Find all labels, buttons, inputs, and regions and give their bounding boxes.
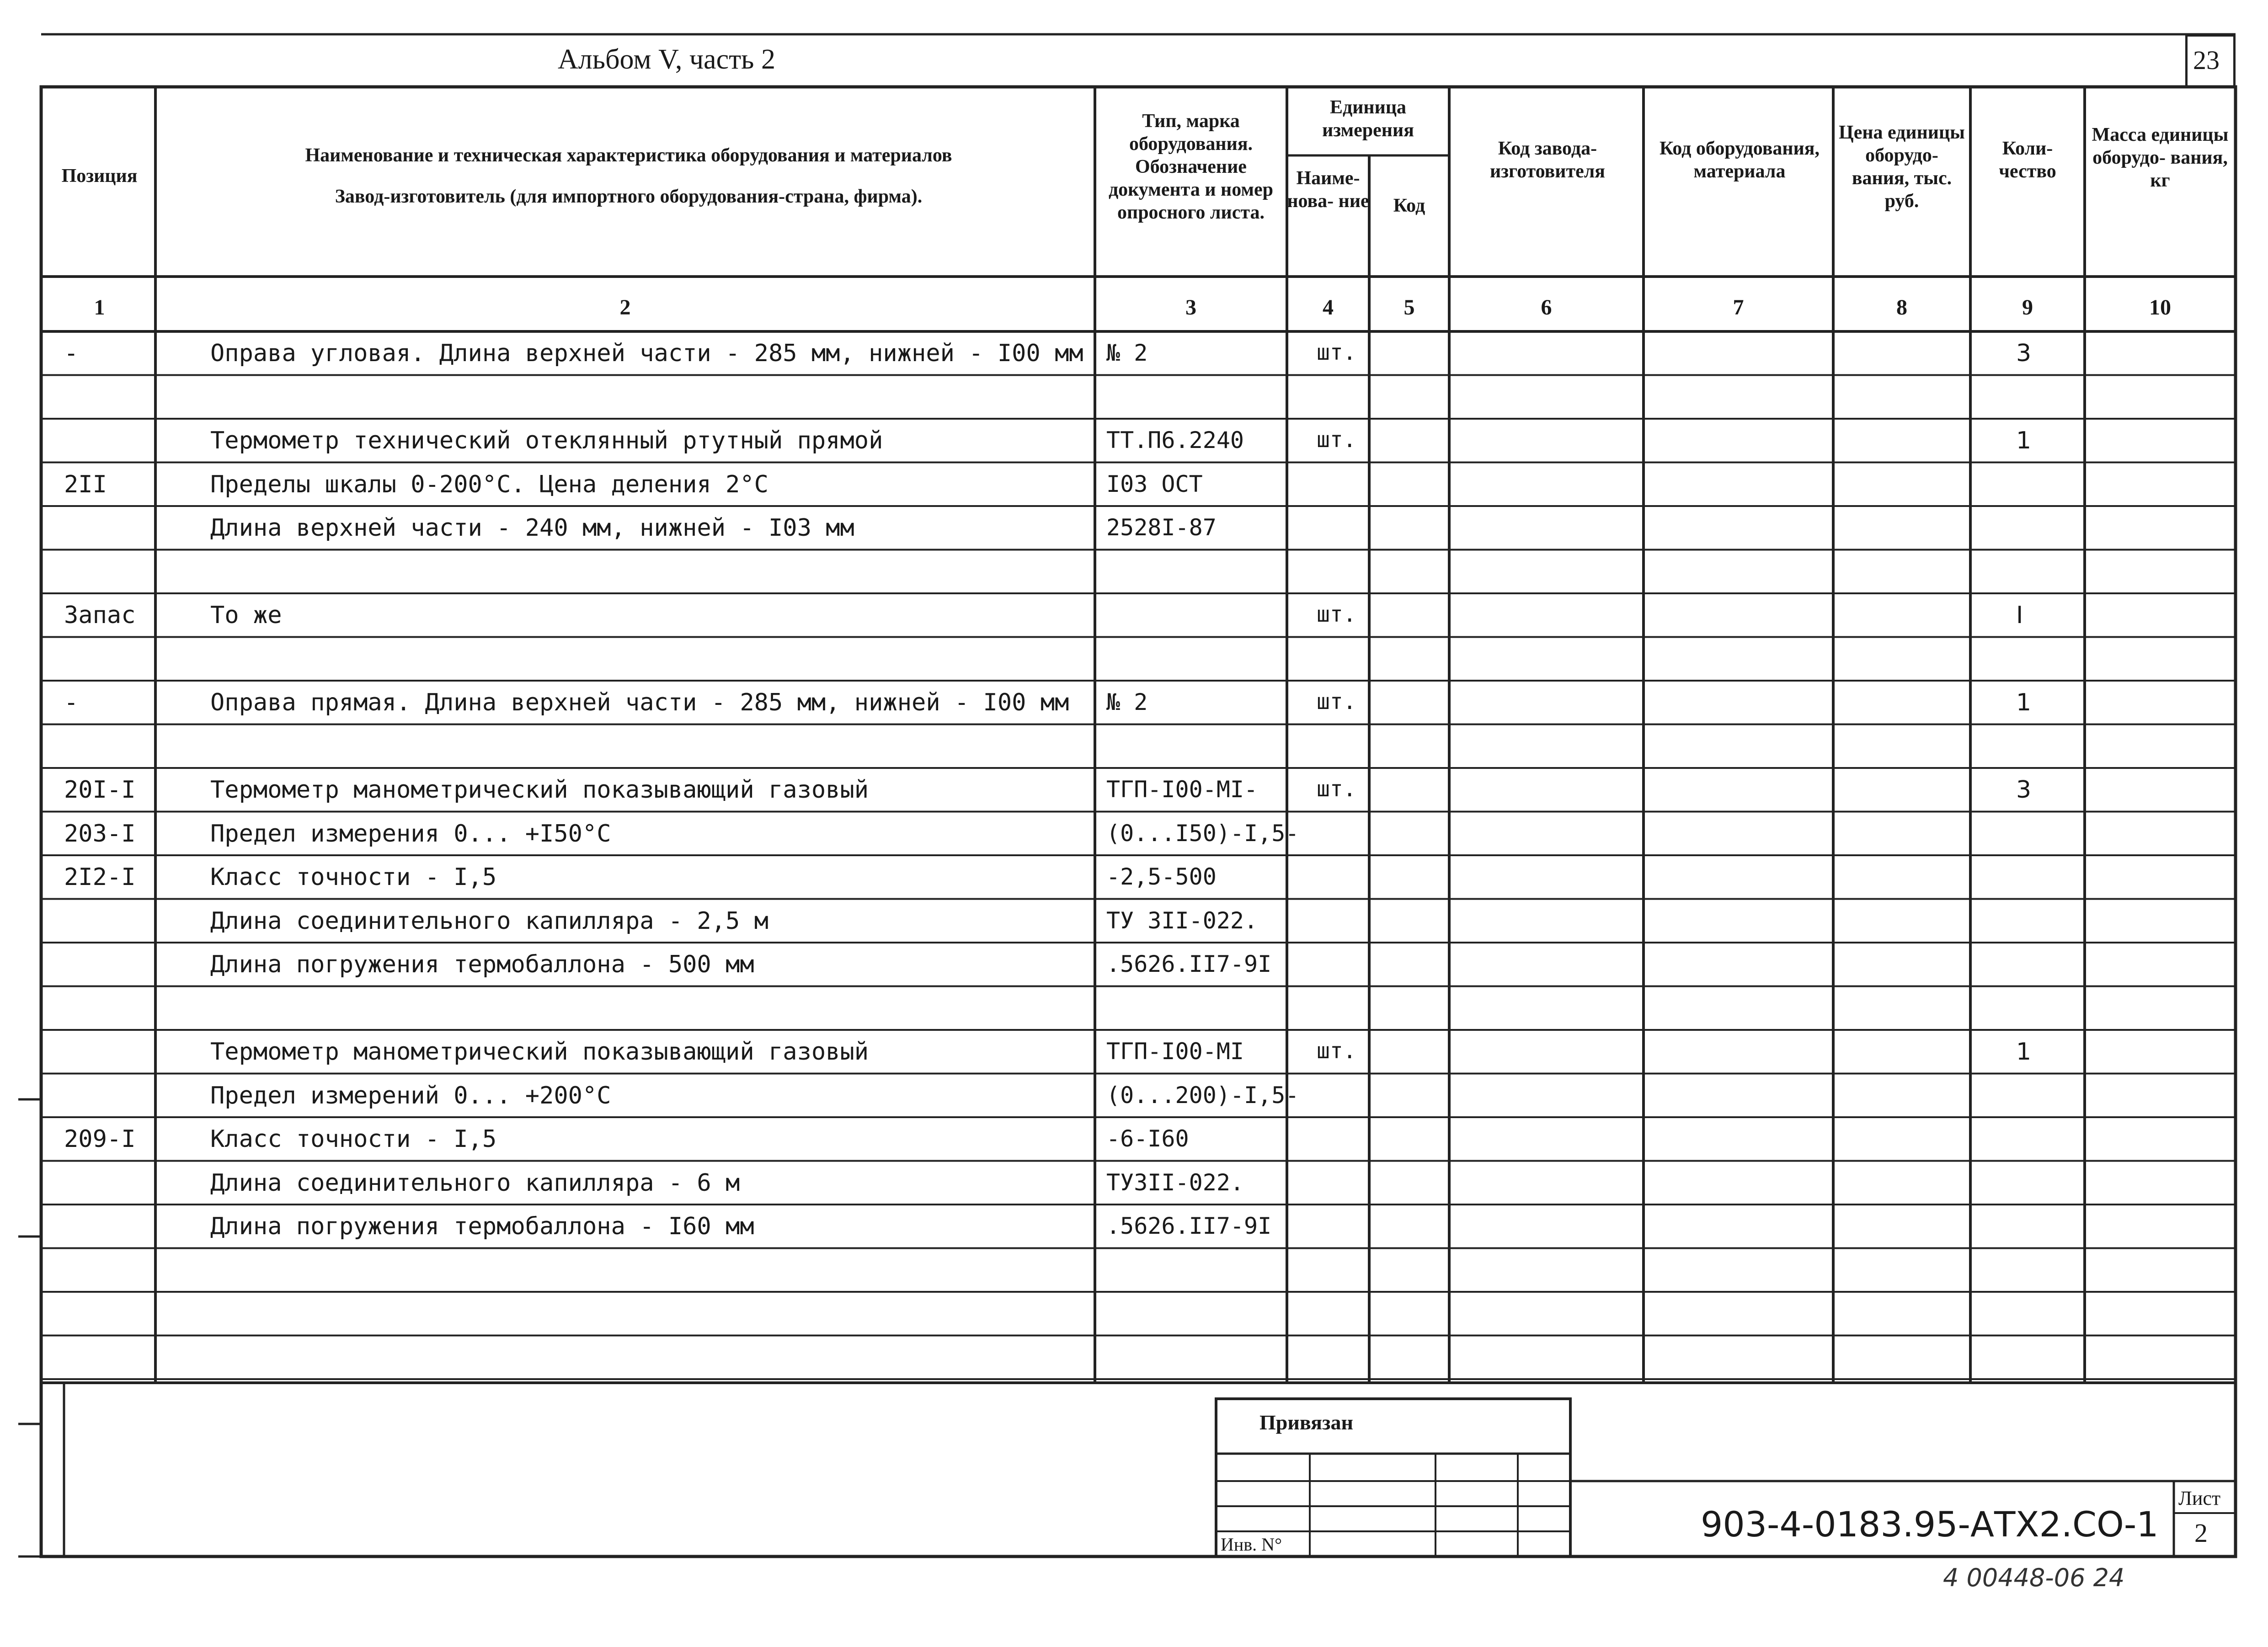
cell-name: То же — [210, 602, 282, 629]
cell-unit: шт. — [1317, 602, 1356, 627]
cell-name: Длина погружения термобаллона - 500 мм — [210, 951, 754, 978]
album-title: Альбом V, часть 2 — [558, 44, 775, 75]
header-mass: Масса единицы оборудо- вания, кг — [2092, 124, 2229, 191]
cell-type: ТУ3II-022. — [1106, 1169, 1244, 1196]
stamp-bound-label: Привязан — [1259, 1411, 1353, 1434]
cell-pos: Запас — [64, 602, 136, 629]
handwritten-inventory-note: 4 00448-06 24 — [1943, 1563, 2125, 1592]
cell-unit: шт. — [1317, 427, 1356, 453]
cell-pos: - — [64, 340, 79, 367]
cell-name: Длина верхней части - 240 мм, нижней - I03 мм — [210, 514, 854, 542]
cell-name: Термометр технический отеклянный ртутный прямой — [210, 427, 883, 454]
stamp-inv-label: Инв. N° — [1221, 1534, 1282, 1555]
cell-qty: 3 — [2016, 776, 2032, 804]
cell-name: Пределы шкалы 0-200°С. Цена деления 2°С — [210, 470, 768, 498]
header-price: Цена единицы оборудо- вания, тыс. руб. — [1839, 122, 1965, 212]
cell-name: Предел измерения 0... +I50°С — [210, 820, 611, 847]
cell-type: 2528I-87 — [1106, 514, 1217, 541]
colnum-8: 8 — [1896, 295, 1907, 320]
cell-qty: I — [2016, 602, 2023, 629]
cell-qty: 1 — [2016, 1038, 2032, 1066]
cell-pos: 209-I — [64, 1125, 136, 1153]
cell-unit: шт. — [1317, 1038, 1356, 1064]
cell-unit: шт. — [1317, 776, 1356, 802]
cell-pos: 203-I — [64, 820, 136, 847]
colnum-5: 5 — [1403, 295, 1415, 320]
cell-type: .5626.II7-9I — [1106, 1213, 1272, 1239]
cell-name: Оправа угловая. Длина верхней части - 285 мм, нижней - I00 мм — [210, 340, 1083, 367]
cell-type: № 2 — [1106, 689, 1148, 715]
colnum-7: 7 — [1733, 295, 1744, 320]
cell-qty: 1 — [2016, 427, 2032, 454]
header-unit-code: Код — [1393, 195, 1425, 216]
cell-qty: 3 — [2016, 340, 2032, 367]
cell-qty: 1 — [2016, 689, 2032, 716]
cell-type: № 2 — [1106, 340, 1148, 366]
cell-name: Оправа прямая. Длина верхней части - 285 мм, нижней - I00 мм — [210, 689, 1069, 716]
colnum-2: 2 — [619, 295, 631, 320]
cell-name: Предел измерений 0... +200°С — [210, 1082, 611, 1109]
header-type: Тип, марка оборудования. Обозначение документа и номер опросного листа. — [1108, 111, 1274, 223]
header-unit: Единица измерения — [1322, 97, 1414, 141]
cell-name: Термометр манометрический показывающий газовый — [210, 776, 869, 804]
document-code: 903-4-0183.95-АТХ2.СО-1 — [1701, 1504, 2159, 1545]
cell-type: I03 ОСТ — [1106, 470, 1203, 497]
cell-name: Длина соединительного капилляра - 2,5 м — [210, 907, 768, 935]
colnum-6: 6 — [1541, 295, 1552, 320]
cell-unit: шт. — [1317, 340, 1356, 365]
cell-type: .5626.II7-9I — [1106, 951, 1272, 977]
cell-pos: 2II — [64, 470, 107, 498]
header-manufacturer: Завод-изготовитель (для импортного оборудования-страна, фирма). — [335, 186, 923, 207]
cell-unit: шт. — [1317, 689, 1356, 714]
colnum-4: 4 — [1323, 295, 1334, 320]
cell-type: -6-I60 — [1106, 1125, 1189, 1152]
cell-pos: 20I-I — [64, 776, 136, 804]
cell-type: ТУ 3II-022. — [1106, 907, 1258, 934]
header-name: Наименование и техническая характеристика оборудования и материалов — [305, 145, 952, 166]
header-unit-name: Наиме- нова- ние — [1287, 168, 1369, 212]
cell-type: (0...I50)-I,5- — [1106, 820, 1299, 847]
cell-type: -2,5-500 — [1106, 863, 1217, 890]
colnum-1: 1 — [94, 295, 105, 320]
sheet-number: 2 — [2194, 1518, 2208, 1548]
cell-type: (0...200)-I,5- — [1106, 1082, 1299, 1109]
header-position: Позиция — [61, 165, 138, 187]
header-plant-code: Код завода- изготовителя — [1489, 138, 1606, 182]
cell-name: Длина соединительного капилляра - 6 м — [210, 1169, 740, 1197]
cell-pos: - — [64, 689, 79, 716]
cell-type: ТТ.П6.2240 — [1106, 427, 1244, 453]
colnum-10: 10 — [2149, 295, 2171, 320]
colnum-3: 3 — [1185, 295, 1196, 320]
cell-name: Термометр манометрический показывающий газовый — [210, 1038, 869, 1066]
cell-name: Класс точности - I,5 — [210, 863, 497, 891]
cell-type: ТГП-I00-МI- — [1106, 776, 1258, 803]
cell-type: ТГП-I00-МI — [1106, 1038, 1244, 1065]
cell-name: Класс точности - I,5 — [210, 1125, 497, 1153]
sheet-label: Лист — [2178, 1487, 2221, 1509]
header-equipment-code: Код оборудования, материала — [1659, 138, 1820, 182]
header-quantity: Коли- чество — [1999, 138, 2056, 182]
colnum-9: 9 — [2022, 295, 2033, 320]
cell-name: Длина погружения термобаллона - I60 мм — [210, 1213, 754, 1240]
page-number: 23 — [2193, 45, 2220, 75]
cell-pos: 2I2-I — [64, 863, 136, 891]
